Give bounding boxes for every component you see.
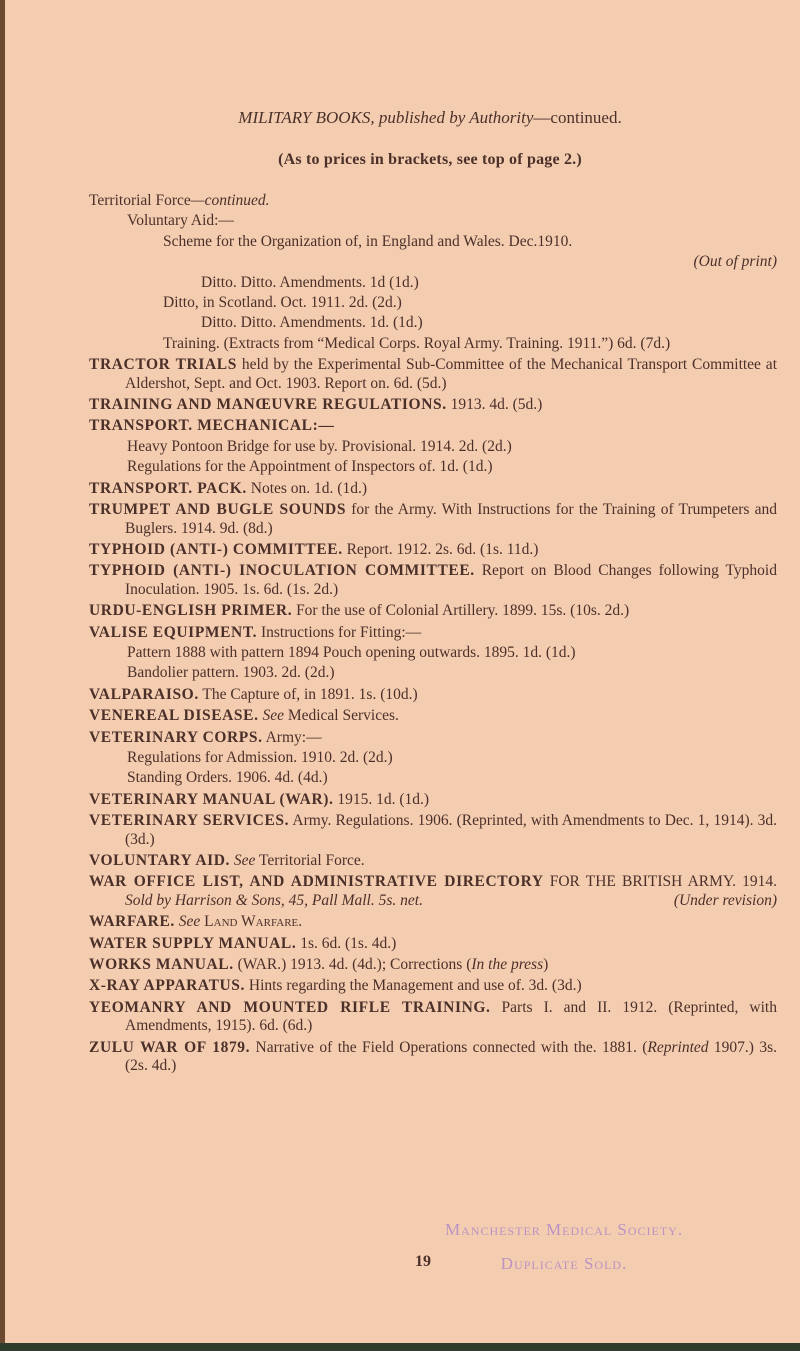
entry-text: 1915. 1d. (1d.) [333,790,430,808]
catalogue-entry [89,977,777,995]
catalogue-entry [89,541,777,559]
entry-text: Training. (Extracts from “Medical Corps. Royal Army. Training. 1911.”) 6d. (7d.) [163,334,671,352]
entry-heading: TRUMPET AND BUGLE SOUNDS [89,501,347,519]
entry-text: Instructions for Fitting:— [257,623,422,641]
page-title [0,108,800,128]
catalogue-entry [89,1039,777,1076]
entry-text: 1913. 4d. (5d.) [446,396,543,414]
entry-heading: WATER SUPPLY MANUAL. [89,934,297,952]
entry-text: Army:— [262,728,322,746]
entry-text: Medical Services. [283,707,399,725]
catalogue-entry [89,335,777,353]
entry-text: Scheme for the Organization of, in England and Wales. Dec.1910. [163,232,573,250]
catalogue-entry [89,294,777,312]
entry-text: Ditto. Ditto. Amendments. 1d. (1d.) [201,314,423,332]
entry-text: Regulations for Admission. 1910. 2d. (2d.) [127,748,393,766]
entry-heading: TRANSPORT. MECHANICAL:— [89,417,335,435]
entry-text: (Under revision) [673,891,777,909]
catalogue-entry [89,624,777,642]
catalogue-entry [89,417,777,435]
entry-text: Report on Blood Changes following Typhoid Inoculation. 1905. 1s. 6d. (1s. 2d.) [125,562,777,598]
entry-text: FOR THE BRITISH ARMY. 1914. [543,873,777,891]
entry-text: Territorial Force [89,192,191,209]
entry-text: See [262,707,284,725]
entry-text: Reprinted [647,1038,709,1056]
catalogue-entry [89,274,777,292]
entry-text: See [178,913,201,931]
entry-text: Army. Regulations. 1906. (Reprinted, with Amendments to Dec. 1, 1914). 3d. (3d.) [125,812,777,848]
library-stamp [445,1213,683,1281]
entry-text: Heavy Pontoon Bridge for use by. Provisional. 1914. 2d. (2d.) [127,437,512,455]
catalogue-entry [89,253,777,271]
stamp-line-2: Duplicate Sold. [500,1254,628,1273]
catalogue-entry [89,233,777,251]
entry-heading: VALPARAISO. [89,685,199,703]
entry-text: Ditto, in Scotland. Oct. 1911. 2d. (2d.) [163,294,402,312]
price-note: (As to prices in brackets, see top of page 2.) [278,151,582,168]
entry-heading: URDU-ENGLISH PRIMER. [89,602,293,620]
catalogue-entry [89,562,777,599]
entry-text: Standing Orders. 1906. 4d. (4d.) [127,769,328,787]
catalogue-entry [89,956,777,974]
catalogue-entry [89,852,777,870]
catalogue-entry [89,707,777,725]
entry-text: 1907.) 3s. (2s. 4d.) [125,1038,777,1075]
entry-heading: TYPHOID (ANTI-) INOCULATION COMMITTEE. [89,562,475,580]
entry-heading: VOLUNTARY AID. [89,852,231,869]
entry-heading: TRAINING AND MANŒUVRE REGULATIONS. [89,396,447,414]
catalogue-entries [89,189,777,1075]
catalogue-entry [89,396,777,414]
entry-heading: VETERINARY CORPS. [89,728,263,746]
entry-text: Pattern 1888 with pattern 1894 Pouch opening outwards. 1895. 1d. (1d.) [127,643,576,661]
entry-text: Report. 1912. 2s. 6d. (1s. 11d.) [342,540,539,558]
entry-text: Ditto. Ditto. Amendments. 1d (1d.) [201,273,419,291]
catalogue-entry [89,501,777,538]
catalogue-entry [89,935,777,953]
entry-heading: VETERINARY SERVICES. [89,812,290,830]
entry-text: (Out of print) [693,253,777,271]
entry-text: For the use of Colonial Artillery. 1899. 15s. (10s. 2d.) [292,602,630,620]
entry-text: for the Army. With Instructions for the Training of Trumpeters and Buglers. 1914. 9d. (8d.) [125,501,777,537]
entry-heading: TRACTOR TRIALS [89,356,237,374]
entry-text: (WAR.) 1913. 4d. (4d.); Corrections ( [233,956,472,974]
entry-text: Hints regarding the Management and use of. 3d. (3d.) [245,977,582,995]
stamp-line-1: Manchester Medical Society. [445,1220,684,1239]
entry-heading: TRANSPORT. PACK. [89,479,247,497]
entry-text: 1s. 6d. (1s. 4d.) [296,934,397,952]
entry-heading: ZULU WAR OF 1879. [89,1038,251,1056]
entry-heading: YEOMANRY AND MOUNTED RIFLE TRAINING. [89,998,491,1016]
page-title-continued: —continued. [533,108,622,127]
entry-heading: VENEREAL DISEASE. [89,707,259,725]
entry-text: In the press [471,956,544,974]
entry-heading: VALISE EQUIPMENT. [89,623,258,641]
entry-heading: TYPHOID (ANTI-) COMMITTEE. [89,540,343,558]
page-bottom-edge [0,1343,800,1351]
catalogue-entry [89,314,777,332]
entry-heading: VETERINARY MANUAL (WAR). [89,790,334,808]
entry-text: Land Warfare. [204,913,303,931]
catalogue-entry [89,480,777,498]
catalogue-entry [89,664,777,682]
catalogue-entry [89,356,777,393]
catalogue-entry [89,212,777,230]
catalogue-entry [89,913,777,931]
entry-text: —continued. [190,192,270,209]
page-title-text: MILITARY BOOKS, published by Authority [238,108,534,127]
entry-text: The Capture of, in 1891. 1s. (10d.) [198,685,418,703]
entry-heading: WARFARE. [89,913,175,931]
entry-text: ) [543,956,549,974]
catalogue-entry [89,769,777,787]
catalogue-entry [89,602,777,620]
page-number: 19 [415,1253,431,1270]
entry-heading: WAR OFFICE LIST, AND ADMINISTRATIVE DIRECTORY [89,873,544,891]
catalogue-entry [89,644,777,662]
catalogue-entry [89,458,777,476]
entry-heading: X-RAY APPARATUS. [89,977,245,995]
page-edge [0,0,5,1351]
catalogue-entry [89,686,777,704]
catalogue-entry [89,791,777,809]
entry-text: Territorial Force. [255,852,365,869]
catalogue-entry [89,749,777,767]
entry-text: Sold by Harrison & Sons, 45, Pall Mall. 5s. net. [125,891,423,909]
catalogue-entry [89,999,777,1036]
entry-text: Regulations for the Appointment of Inspectors of. 1d. (1d.) [127,458,493,476]
catalogue-entry [89,438,777,456]
catalogue-entry [89,729,777,747]
entry-text: Narrative of the Field Operations connected with the. 1881. ( [250,1038,648,1056]
entry-text: Parts I. and II. 1912. (Reprinted, with Amendments, 1915). 6d. (6d.) [125,998,777,1035]
entry-text: Bandolier pattern. 1903. 2d. (2d.) [127,664,335,682]
entry-text: Voluntary Aid:— [127,212,234,230]
entry-heading: WORKS MANUAL. [89,956,234,974]
entry-text: See [233,852,256,869]
catalogue-entry [89,873,777,910]
catalogue-entry [89,192,777,210]
entry-text: held by the Experimental Sub-Committee of the Mechanical Transport Committee at Aldershot, Sept. and Oct. 1903. Report on. 6d. (5d.) [125,356,777,392]
entry-text: Notes on. 1d. (1d.) [246,479,368,497]
catalogue-entry [89,812,777,849]
